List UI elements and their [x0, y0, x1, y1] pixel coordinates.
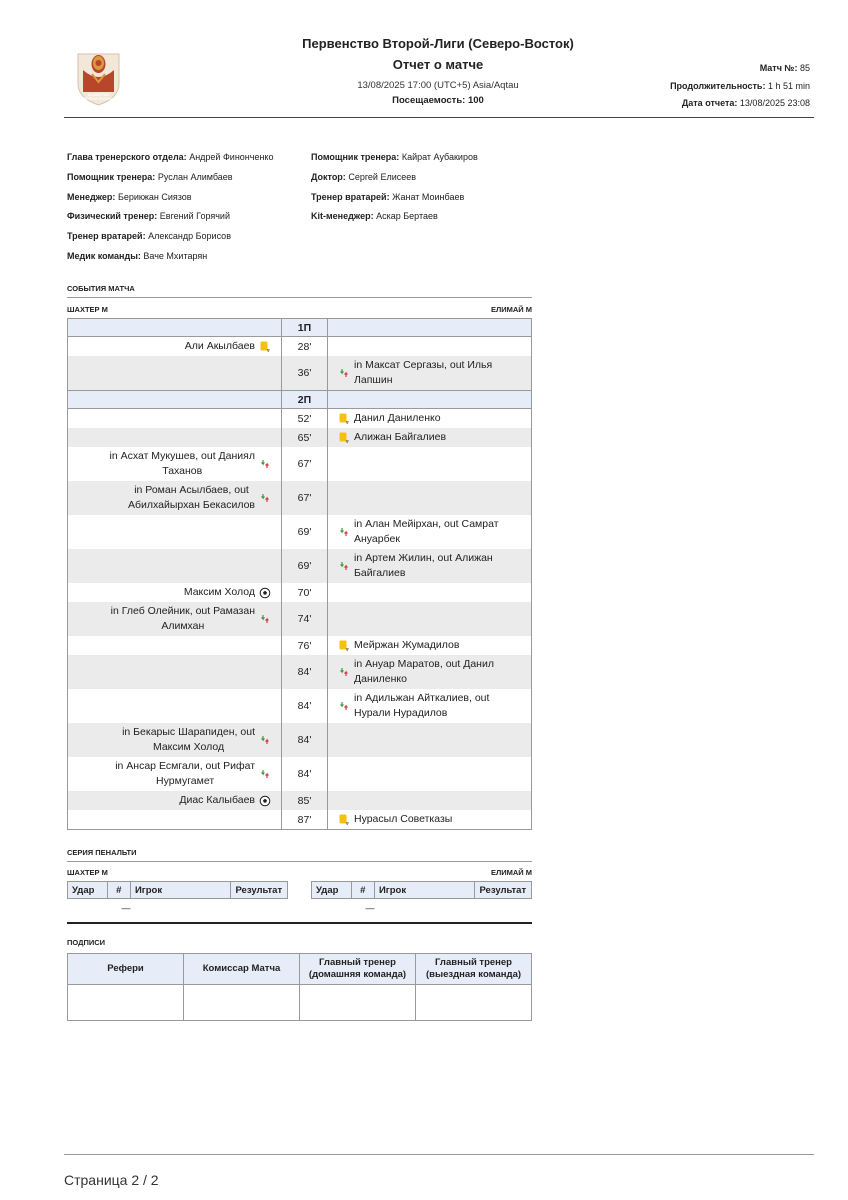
away-event-cell	[328, 337, 532, 357]
staff-left-column	[67, 152, 273, 271]
left-staff-row	[67, 172, 273, 192]
event-text	[354, 358, 492, 388]
event-text	[128, 483, 255, 513]
event-text-line: in Роман Асылбаев, out	[134, 484, 249, 496]
away-event-cell	[328, 636, 532, 655]
pen-away-col-player: Игрок	[374, 882, 475, 899]
event-text-line: Байгалиев	[354, 567, 406, 579]
home-event-cell	[68, 447, 282, 481]
sig-col-away-coach: Главный тренер (выездная команда)	[416, 954, 532, 985]
penalties-away-team: ЕЛИМАЙ М	[490, 868, 532, 877]
event-minute: 87'	[282, 810, 328, 830]
pen-home-col-player: Игрок	[130, 882, 231, 899]
period-away-cell	[328, 391, 532, 409]
signatures-table	[67, 953, 532, 1021]
period-header-row	[68, 319, 532, 337]
match-number-label: Матч №:	[759, 63, 798, 73]
staff-role: Тренер вратарей:	[67, 231, 146, 242]
pen-away-col-number: #	[351, 882, 374, 899]
event-text-line: Абилхайырхан Бекасилов	[128, 499, 255, 511]
home-event-cell	[68, 481, 282, 515]
event-minute: 28'	[282, 337, 328, 357]
away-event-cell	[328, 356, 532, 391]
logo-text-line-1: КАЗАКСТАН	[88, 93, 109, 97]
event-minute: 65'	[282, 428, 328, 447]
goal-ball-icon	[259, 795, 271, 807]
event-text-line: Лапшин	[354, 374, 393, 386]
event-text-line: in Артем Жилин, out Алижан	[354, 552, 493, 564]
event-text-line: Данил Даниленко	[354, 412, 441, 424]
sig-col-commissioner: Комиссар Матча	[184, 954, 300, 985]
staff-name: Ваче Мхитарян	[143, 250, 208, 261]
event-text	[115, 759, 255, 789]
event-text-line: Алижан Байгалиев	[354, 431, 447, 443]
away-event-cell	[328, 428, 532, 447]
away-event-cell	[328, 689, 532, 723]
event-text	[354, 691, 489, 721]
event-text-line: in Алан Мейірхан, out Самрат	[354, 518, 499, 530]
event-row	[68, 583, 532, 602]
staff-role: Помощник тренера:	[311, 152, 400, 162]
sig-col-home-coach: Главный тренер (домашняя команда)	[300, 954, 416, 985]
header-divider	[64, 117, 814, 118]
event-text	[354, 551, 493, 581]
match-number	[760, 63, 810, 73]
duration-label: Продолжительность:	[670, 81, 766, 91]
substitution-icon	[338, 666, 350, 678]
event-minute: 74'	[282, 602, 328, 636]
event-row	[68, 409, 532, 429]
logo-text-line-2: ФУТБОЛ ЛИГАСЫ	[83, 97, 114, 101]
home-event-cell	[68, 636, 282, 655]
event-text-line: in Адильжан Айткалиев, out	[354, 692, 490, 704]
match-number-value: 85	[799, 63, 810, 73]
events-away-team: ЕЛИМАЙ М	[490, 305, 532, 314]
home-event-cell	[68, 515, 282, 549]
away-event-cell	[328, 810, 532, 830]
away-event-cell	[328, 757, 532, 791]
event-minute: 67'	[282, 481, 328, 515]
event-row	[68, 481, 532, 515]
sig-referee-cell[interactable]	[68, 985, 184, 1021]
staff-role: Медик команды:	[67, 250, 141, 261]
event-text-line: Али Акылбаев	[184, 340, 255, 352]
event-text-line: in Ансар Есмгали, out Рифат	[115, 760, 255, 772]
home-event-cell	[68, 337, 282, 357]
home-event-cell	[68, 791, 282, 810]
away-event-cell	[328, 655, 532, 689]
substitution-icon	[259, 492, 271, 504]
report-title: Отчет о матче	[392, 57, 484, 72]
sig-away-coach-cell[interactable]	[416, 985, 532, 1021]
period-away-cell	[328, 319, 532, 337]
staff-name: Аскар Бертаев	[376, 211, 438, 222]
event-text-line: Диас Калыбаев	[179, 794, 255, 806]
event-minute: 84'	[282, 723, 328, 757]
event-minute: 85'	[282, 791, 328, 810]
right-staff-row	[311, 152, 478, 172]
yellow-card-icon	[338, 432, 350, 444]
staff-role: Глава тренерского отдела:	[67, 152, 187, 162]
page-number: Страница 2 / 2	[64, 1172, 159, 1188]
staff-name: Евгений Горячий	[159, 211, 230, 222]
event-minute: 70'	[282, 583, 328, 602]
yellow-card-icon	[338, 814, 350, 826]
event-minute: 76'	[282, 636, 328, 655]
penalties-home-table	[67, 881, 288, 917]
pen-away-col-result: Результат	[475, 882, 532, 899]
yellow-card-icon	[259, 341, 271, 353]
penalties-home-team: ШАХТЕР М	[67, 868, 108, 877]
event-text-line: Алимхан	[161, 620, 205, 632]
substitution-icon	[259, 768, 271, 780]
staff-name: Жанат Моинбаев	[392, 191, 465, 202]
event-minute: 52'	[282, 409, 328, 429]
event-minute: 36'	[282, 356, 328, 391]
event-row	[68, 428, 532, 447]
event-text	[185, 339, 255, 354]
right-staff-row	[311, 192, 478, 212]
away-event-cell	[328, 602, 532, 636]
event-text	[354, 517, 499, 547]
event-row	[68, 689, 532, 723]
attendance-label: Посещаемость:	[392, 95, 466, 106]
event-row	[68, 636, 532, 655]
events-home-team: ШАХТЕР М	[67, 305, 108, 314]
event-text	[184, 585, 255, 600]
away-event-cell	[328, 447, 532, 481]
away-event-cell	[328, 723, 532, 757]
event-row	[68, 810, 532, 830]
staff-name: Руслан Алимбаев	[157, 171, 233, 182]
away-event-cell	[328, 515, 532, 549]
pen-away-empty: —	[365, 903, 375, 913]
report-date-label: Дата отчета:	[681, 98, 738, 108]
signatures-section-title: ПОДПИСИ	[67, 938, 106, 947]
event-minute: 69'	[282, 549, 328, 583]
event-row	[68, 602, 532, 636]
staff-name: Александр Борисов	[148, 231, 231, 242]
event-row	[68, 791, 532, 810]
duration-value: 1 h 51 min	[767, 81, 810, 91]
event-text	[354, 638, 459, 653]
substitution-icon	[259, 458, 271, 470]
home-event-cell	[68, 655, 282, 689]
left-staff-row	[67, 192, 273, 212]
pen-home-col-kick: Удар	[68, 882, 108, 899]
sig-home-coach-cell[interactable]	[300, 985, 416, 1021]
event-text-line: in Глеб Олейник, out Рамазан	[110, 605, 255, 617]
event-minute: 84'	[282, 757, 328, 791]
home-event-cell	[68, 602, 282, 636]
event-minute: 67'	[282, 447, 328, 481]
event-text-line: in Максат Сергазы, out Илья	[354, 359, 493, 371]
event-text-line: Нурасыл Советказы	[354, 813, 453, 825]
match-datetime: 13/08/2025 17:00 (UTC+5) Asia/Aqtau	[357, 80, 519, 91]
match-events-table	[67, 318, 532, 830]
home-event-cell	[68, 356, 282, 391]
pen-home-col-result: Результат	[231, 882, 288, 899]
event-text-line: in Асхат Мукушев, out Даниял	[109, 450, 255, 462]
footer-divider	[64, 1154, 814, 1155]
event-text	[354, 430, 446, 445]
event-text	[179, 793, 255, 808]
home-event-cell	[68, 583, 282, 602]
period-label: 1П	[282, 319, 328, 337]
report-date	[682, 98, 810, 108]
home-event-cell	[68, 409, 282, 429]
event-text-line: Даниленко	[354, 673, 407, 685]
events-section-title: СОБЫТИЯ МАТЧА	[67, 284, 135, 293]
event-row	[68, 356, 532, 391]
period-header-row	[68, 391, 532, 409]
home-event-cell	[68, 689, 282, 723]
substitution-icon	[338, 367, 350, 379]
event-text	[354, 411, 441, 426]
events-divider	[67, 297, 532, 298]
penalties-bottom-rule	[67, 922, 532, 924]
pen-home-empty: —	[121, 903, 131, 913]
pen-away-col-kick: Удар	[312, 882, 352, 899]
sig-commissioner-cell[interactable]	[184, 985, 300, 1021]
event-text-line: Таханов	[162, 465, 203, 477]
staff-role: Kit-менеджер:	[311, 211, 374, 222]
right-staff-row	[311, 211, 478, 231]
away-event-cell	[328, 409, 532, 429]
event-minute: 84'	[282, 655, 328, 689]
staff-role: Тренер вратарей:	[311, 191, 390, 202]
staff-role: Доктор:	[311, 171, 346, 182]
event-minute: 84'	[282, 689, 328, 723]
substitution-icon	[338, 700, 350, 712]
event-row	[68, 337, 532, 357]
event-text-line: in Бекарыс Шарапиден, out	[122, 726, 255, 738]
event-text	[109, 449, 255, 479]
left-staff-row	[67, 152, 273, 172]
event-row	[68, 549, 532, 583]
event-text-line: Нурмугамет	[156, 775, 215, 787]
staff-role: Физический тренер:	[67, 211, 158, 222]
staff-name: Кайрат Аубакиров	[401, 152, 478, 162]
sig-col-referee: Рефери	[68, 954, 184, 985]
away-event-cell	[328, 791, 532, 810]
staff-name: Берикжан Сиязов	[117, 191, 192, 202]
event-row	[68, 655, 532, 689]
event-text-line: Максим Холод	[152, 741, 225, 753]
staff-name: Андрей Финонченко	[189, 152, 274, 162]
penalties-divider	[67, 861, 532, 862]
left-staff-row	[67, 211, 273, 231]
event-row	[68, 515, 532, 549]
attendance-value: 100	[467, 95, 484, 106]
event-text	[354, 812, 452, 827]
staff-role: Менеджер:	[67, 191, 116, 202]
penalties-section-title: СЕРИЯ ПЕНАЛЬТИ	[67, 848, 137, 857]
event-row	[68, 447, 532, 481]
period-home-cell	[68, 319, 282, 337]
event-text	[111, 604, 255, 634]
yellow-card-icon	[338, 640, 350, 652]
goal-ball-icon	[259, 587, 271, 599]
event-text-line: in Ануар Маратов, out Данил	[354, 658, 494, 670]
home-event-cell	[68, 757, 282, 791]
event-row	[68, 723, 532, 757]
event-text	[354, 657, 494, 687]
home-event-cell	[68, 549, 282, 583]
league-title: Первенство Второй-Лиги (Северо-Восток)	[302, 36, 574, 51]
period-home-cell	[68, 391, 282, 409]
away-event-cell	[328, 583, 532, 602]
substitution-icon	[259, 613, 271, 625]
event-minute: 69'	[282, 515, 328, 549]
event-text-line: Максим Холод	[183, 586, 255, 598]
penalties-away-table	[311, 881, 532, 917]
event-text-line: Ануарбек	[354, 533, 400, 545]
substitution-icon	[338, 526, 350, 538]
substitution-icon	[259, 734, 271, 746]
event-text-line: Нурали Нурадилов	[354, 707, 448, 719]
match-duration	[670, 81, 810, 91]
pen-home-col-number: #	[107, 882, 130, 899]
right-staff-row	[311, 172, 478, 192]
away-event-cell	[328, 481, 532, 515]
event-text-line: Мейржан Жумадилов	[354, 639, 460, 651]
left-staff-row	[67, 251, 273, 271]
yellow-card-icon	[338, 413, 350, 425]
staff-right-column	[311, 152, 478, 231]
home-event-cell	[68, 723, 282, 757]
period-label: 2П	[282, 391, 328, 409]
event-row	[68, 757, 532, 791]
home-event-cell	[68, 428, 282, 447]
away-event-cell	[328, 549, 532, 583]
left-staff-row	[67, 231, 273, 251]
event-text	[122, 725, 255, 755]
staff-name: Сергей Елисеев	[348, 171, 417, 182]
home-event-cell	[68, 810, 282, 830]
report-date-value: 13/08/2025 23:08	[739, 98, 810, 108]
substitution-icon	[338, 560, 350, 572]
staff-role: Помощник тренера:	[67, 171, 156, 182]
